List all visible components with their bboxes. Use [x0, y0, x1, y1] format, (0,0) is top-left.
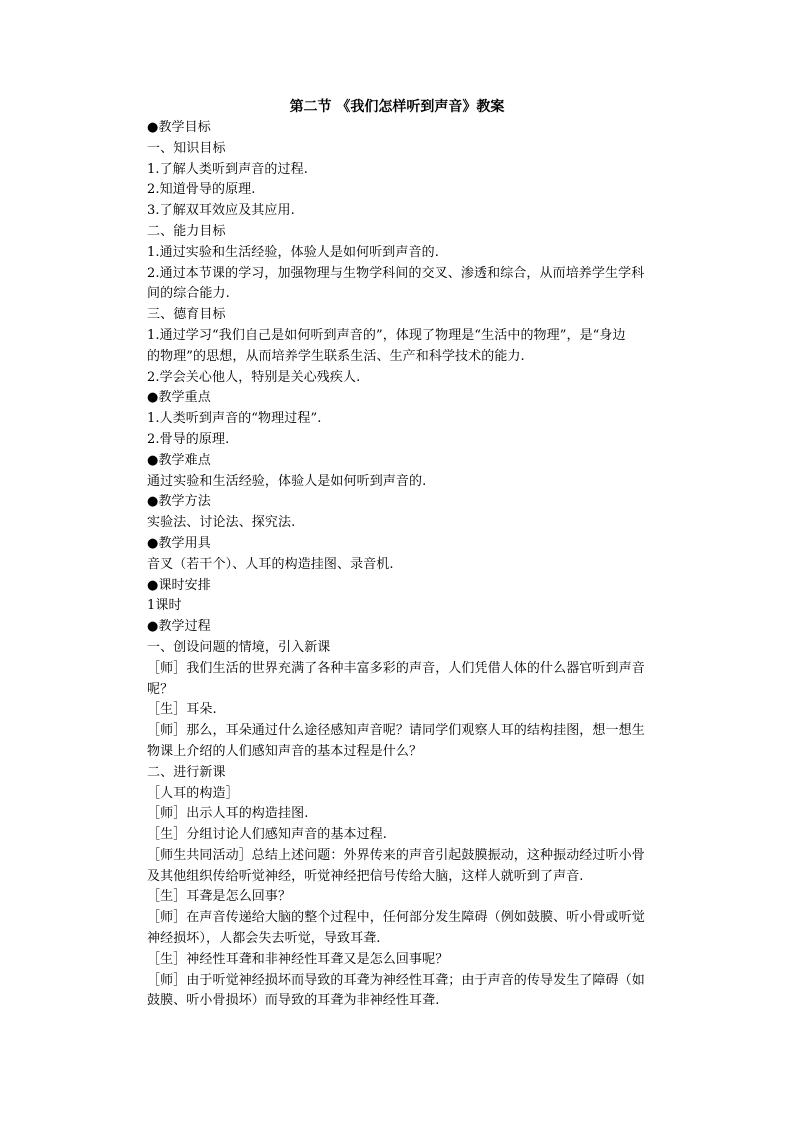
section-heading: ●教学目标 — [147, 120, 211, 135]
subsection-heading: 一、创设问题的情境，引入新课 — [147, 639, 331, 655]
paragraph-line: 2.学会关心他人，特别是关心残疾人. — [147, 369, 361, 385]
dialogue-line: ［师生共同活动］总结上述问题：外界传来的声音引起鼓膜振动，这种振动经过听小骨 — [147, 847, 645, 863]
paragraph-line: 2.骨导的原理. — [147, 431, 230, 447]
dialogue-line: 物课上介绍的人们感知声音的基本过程是什么？ — [147, 743, 423, 759]
dialogue-line: ［生］分组讨论人们感知声音的基本过程. — [147, 827, 388, 843]
paragraph-line: 1.通过学习“我们自己是如何听到声音的”，体现了物理是“生活中的物理”，是“身边 — [147, 327, 626, 343]
paragraph-line: 音叉（若干个）、人耳的构造挂图、录音机. — [147, 556, 394, 572]
dialogue-line: 及其他组织传给听觉神经，听觉神经把信号传给大脑，这样人就听到了声音. — [147, 868, 584, 884]
dialogue-line: ［师］由于听觉神经损坏而导致的耳聋为神经性耳聋；由于声音的传导发生了障碍（如 — [147, 972, 645, 988]
paragraph-line: 1课时 — [147, 598, 182, 614]
section-heading: ●教学重点 — [147, 390, 211, 406]
dialogue-line: ［生］神经性耳聋和非神经性耳聋又是怎么回事呢？ — [147, 951, 449, 967]
dialogue-line: ［人耳的构造］ — [147, 785, 239, 801]
dialogue-line: 鼓膜、听小骨损坏）而导致的耳聋为非神经性耳聋. — [147, 993, 440, 1009]
dialogue-line: ［师］出示人耳的构造挂图. — [147, 806, 309, 822]
paragraph-line: 通过实验和生活经验，体验人是如何听到声音的. — [147, 473, 427, 489]
paragraph-line: 1.通过实验和生活经验，体验人是如何听到声音的. — [147, 244, 439, 260]
dialogue-line: ［生］耳朵. — [147, 702, 217, 718]
subsection-heading: 三、德育目标 — [147, 307, 226, 323]
dialogue-line: ［师］那么，耳朵通过什么途径感知声音呢？请同学们观察人耳的结构挂图，想一想生 — [147, 723, 645, 739]
section-heading: ●教学用具 — [147, 535, 211, 551]
dialogue-line: ［生］耳聋是怎么回事？ — [147, 889, 292, 905]
dialogue-line: ［师］我们生活的世界充满了各种丰富多彩的声音，人们凭借人体的什么器官听到声音 — [147, 660, 645, 676]
subsection-heading: 二、进行新课 — [147, 764, 226, 780]
dialogue-line: 神经损坏），人都会失去听觉，导致耳聋. — [147, 931, 381, 947]
paragraph-line: 2.通过本节课的学习，加强物理与生物学科间的交叉、渗透和综合，从而培养学生学科 — [147, 265, 645, 281]
paragraph-line: 1.了解人类听到声音的过程. — [147, 161, 308, 177]
paragraph-line: 1.人类听到声音的“物理过程”. — [147, 411, 322, 427]
paragraph-line: 2.知道骨导的原理. — [147, 182, 256, 198]
section-heading: ●教学过程 — [147, 619, 211, 635]
paragraph-line: 实验法、讨论法、探究法. — [147, 515, 296, 531]
subsection-heading: 一、知识目标 — [147, 140, 226, 156]
document-body — [147, 118, 675, 1012]
paragraph-line: 的物理”的思想，从而培养学生联系生活、生产和科学技术的能力. — [147, 348, 525, 364]
paragraph-line: 3.了解双耳效应及其应用. — [147, 203, 295, 219]
section-heading: ●课时安排 — [147, 577, 211, 593]
page-title: 第二节 《我们怎样听到声音》教案 — [289, 99, 505, 115]
section-heading: ●教学难点 — [147, 452, 211, 468]
dialogue-line: 呢？ — [147, 681, 174, 697]
dialogue-line: ［师］在声音传递给大脑的整个过程中，任何部分发生障碍（例如鼓膜、听小骨或听觉 — [147, 910, 645, 926]
subsection-heading: 二、能力目标 — [147, 223, 226, 239]
section-heading: ●教学方法 — [147, 494, 211, 510]
paragraph-line: 间的综合能力. — [147, 286, 230, 302]
